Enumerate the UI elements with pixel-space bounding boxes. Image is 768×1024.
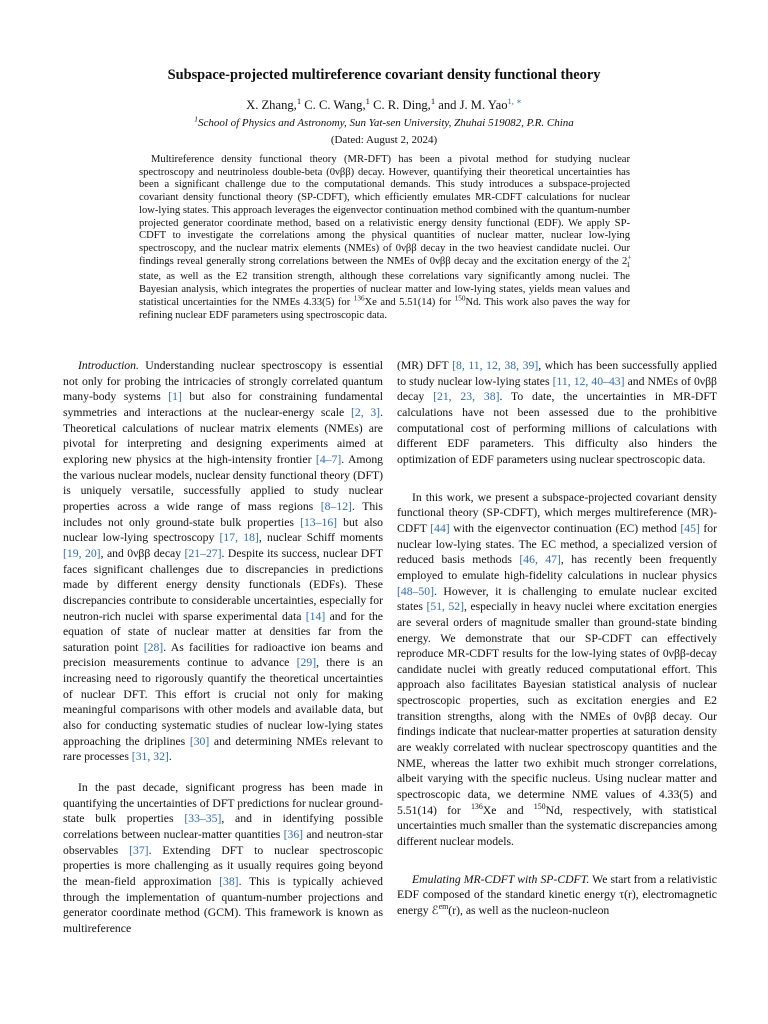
author-ding: C. R. Ding, [373, 98, 431, 112]
citation-link[interactable]: [21, 23, 38] [433, 390, 500, 404]
citation-link[interactable]: [17, 18] [219, 531, 259, 545]
body-paragraph [397, 358, 717, 468]
body-text: . Extending DFT to nuclear spectroscopic properties is more challenging as it usually requires going beyond the mean-field approximation [63, 843, 383, 888]
body-text: . This includes not only ground-state bulk properties [63, 499, 383, 529]
body-text: Understanding nuclear spectroscopy is essential not only for probing the intricacies of strongly correlated quantum many-body systems [63, 359, 383, 404]
body-text: . However, it is challenging to emulate nuclear excited states [397, 584, 717, 614]
body-paragraph [63, 780, 383, 937]
body-text: for nuclear low-lying states. The EC method, a specialized version of reduced basis methods [397, 521, 717, 567]
citation-link[interactable]: [4–7] [315, 452, 342, 466]
body-text: , especially in heavy nuclei where excitation energies are several orders of magnitude smaller than ground-state binding energy. We demonstrate that our SP-CDFT can effectively reproduce MR-CDFT results for the low-lying states of 0νββ-decay candidate nuclei with greatly reduced computational effort. This approach also facilitates Bayesian statistical analysis of nuclear spectroscopic properties, such as excitation energies and E2 transition strengths, along with the NMEs of 0νββ decay. Our findings indicate that nuclear-matter properties at saturation density are weakly correlated with nuclear spectroscopy quantities and the NME, whereas the latter two exhibit much stronger correlations, albeit varying with the specific nucleus. Using nuclear matter and spectroscopic data, we determine NME values of 4.33(5) and 5.51(14) for [397, 600, 717, 817]
body-text: . To date, the uncertainties in MR-DFT calculations have not been assessed due to the prohibitive computational cost of performing millions of calculations with different EDF parameters. This difficulty also hinders the optimization of EDF parameters using nuclear spectroscopic data. [397, 390, 717, 466]
body-text: , which has been successfully applied to study nuclear low-lying states [397, 359, 718, 388]
author-list [40, 97, 728, 113]
body-text: and determining NMEs relevant to rare processes [63, 734, 383, 764]
citation-link[interactable]: [2, 3] [350, 405, 381, 419]
citation-link[interactable]: [19, 20] [63, 546, 101, 560]
body-text: , nuclear Schiff moments [258, 531, 383, 545]
citation-link[interactable]: [48–50] [397, 584, 435, 598]
body-text: . [168, 750, 172, 764]
citation-link[interactable]: [46, 47] [519, 553, 561, 567]
isotope-mass: 150 [454, 294, 466, 303]
abstract [139, 154, 630, 322]
citation-link[interactable]: [11, 12, 40–43] [552, 374, 625, 388]
body-text: , and in identifying possible correlations between nuclear-matter quantities [63, 812, 384, 842]
affiliation [40, 116, 728, 130]
body-text: and for the equation of state of nuclear matter at densities far from the saturation point [63, 609, 383, 654]
abstract-paragraph [139, 154, 630, 322]
body-text: . This is typically achieved through the implementation of quantum-number projections and generator coordinate method (GCM). This framework is known as multireference [63, 875, 383, 935]
abstract-text: Multireference density functional theory (MR-DFT) has been a pivotal method for studying nuclear spectroscopy and neutrinoless double-beta (0νββ) decay. However, quantifying their theoretical uncertainties has been a significant challenge due to the computational demands. This study introduces a subspace-projected covariant density functional theory (SP-CDFT), which efficiently emulates MR-CDFT calculations for nuclear low-lying states. This approach leverages the eigenvector continuation method combined with the quantum-number projected generator coordinate method, based on a relativistic energy density functional (EDF). We apply SP-CDFT to investigate the correlations among the physical quantities of nuclear matter, nuclear low-lying spectroscopy, and the nuclear matrix elements (NMEs) of 0νββ decay in the two heaviest candidate nuclei. Our findings reveal generally strong correlations between the NMEs of 0νββ decay and the excitation energy of the 2 [139, 154, 630, 267]
intro-paragraph [63, 358, 383, 765]
section-heading-emulating: Emulating MR-CDFT with SP-CDFT. [412, 872, 590, 886]
body-text: and NMEs of 0νββ decay [397, 374, 717, 404]
body-text: . Among the various nuclear models, nuclear density functional theory (DFT) is uniquely versatile, successfully applied to study nuclear properties across a wide range of mass regions [63, 452, 384, 513]
citation-link[interactable]: [33–35] [184, 812, 222, 826]
citation-link[interactable]: [21–27] [184, 546, 222, 560]
section-heading-introduction: Introduction. [78, 359, 139, 372]
isotope-mass: 136 [353, 294, 365, 303]
citation-link[interactable]: [44] [430, 521, 450, 535]
citation-link[interactable]: [29] [296, 656, 317, 670]
body-paragraph [397, 490, 717, 850]
abstract-text: Xe and 5.51(14) for [364, 296, 455, 308]
body-text: In the past decade, significant progress has been made in quantifying the uncertainties of DFT predictions for nuclear ground-state bulk properties [63, 781, 383, 826]
state-subscript: 1 [626, 260, 630, 269]
affiliation-marker: 1 [365, 95, 370, 106]
citation-link[interactable]: [28] [143, 640, 164, 654]
isotope-mass: 136 [470, 801, 483, 811]
body-text: , has recently been frequently employed to emulate high-fidelity calculations in nuclear physics [397, 553, 717, 582]
citation-link[interactable]: [14] [305, 609, 326, 623]
paper-title: Subspace-projected multireference covariant density functional theory [167, 67, 601, 83]
body-text: but also for constraining fundamental symmetries and interactions at the nuclear-energy scale [63, 390, 383, 419]
abstract-text: state, as well as the E2 transition strength, although these correlations vary significantly among nuclei. The Bayesian analysis, which integrates the properties of nuclear matter and low-lying states, yields mean values and statistical uncertainties for the NMEs 4.33(5) for [139, 271, 630, 308]
body-text: . Theoretical calculations of nuclear matrix elements (NMEs) are pivotal for interpreting and designing experiments aimed at exploring new physics at the high-intensity frontier [63, 405, 383, 466]
dated-line: (Dated: August 2, 2024) [330, 134, 438, 146]
body-text: , there is an increasing need to rigorously quantify the theoretical uncertainties of nuclear DFT. This effort is crucial not only for making meaningful comparisons with other models and available data, but also for conducting systematic studies of nuclear low-lying states approaching the driplines [63, 656, 384, 748]
citation-link[interactable]: [37] [129, 843, 149, 857]
abstract-text: Nd. This work also paves the way for refining nuclear EDF parameters using spectroscopic data. [139, 296, 630, 321]
citation-link[interactable]: [1] [168, 390, 182, 404]
affiliation-marker: 1 [296, 95, 302, 106]
citation-link[interactable]: [36] [283, 828, 304, 842]
citation-link[interactable]: [8, 11, 12, 38, 39] [452, 359, 539, 372]
citation-link[interactable]: [45] [680, 521, 700, 535]
body-text: with the eigenvector continuation (EC) method [449, 521, 681, 535]
author-wang: C. C. Wang, [304, 98, 366, 112]
body-text: , and 0νββ decay [100, 546, 185, 560]
affiliation-marker: 1 [430, 95, 436, 106]
body-text: and neutron-star observables [63, 828, 383, 857]
citation-link[interactable]: [38] [219, 875, 239, 888]
left-column [63, 358, 383, 952]
body-text: . As facilities for radioactive ion beams and precision measurements continue to advance [63, 640, 383, 670]
body-text: Nd, respectively, with statistical uncertainties much smaller than the systematic discrepancies among different nuclear models. [397, 803, 717, 849]
citation-link[interactable]: [13–16] [300, 515, 338, 529]
body-text: In this work, we present a subspace-projected covariant density functional theory (SP-CDFT), which merges multireference (MR)-CDFT [397, 490, 717, 535]
state-superscript: + [627, 253, 632, 262]
body-text: (MR) DFT [397, 359, 453, 372]
em-superscript: em [438, 902, 449, 912]
author-yao: and J. M. Yao [438, 98, 508, 112]
citation-link[interactable]: [30] [189, 734, 210, 748]
citation-link[interactable]: [31, 32] [131, 750, 169, 764]
right-column [397, 358, 717, 934]
body-paragraph [397, 872, 717, 919]
author-zhang: X. Zhang, [246, 98, 297, 112]
body-text: Xe and [482, 803, 534, 817]
body-text: (r), as well as the nucleon-nucleon [448, 904, 610, 917]
body-text: but also nuclear low-lying spectroscopy [63, 515, 383, 545]
body-text: We start from a relativistic EDF composed of the standard kinetic energy τ(r), electromagnetic energy ℰ [397, 872, 717, 917]
affiliation-text: School of Physics and Astronomy, Sun Yat-sen University, Zhuhai 519082, P.R. China [197, 117, 574, 129]
citation-link[interactable]: [51, 52] [426, 600, 465, 614]
corresponding-author-marker[interactable]: 1, ∗ [507, 95, 522, 106]
body-text: . Despite its success, nuclear DFT faces significant challenges due to discrepancies in predictions made by different energy density functionals (EDFs). These discrepancies contribute to considerable uncertainties, especially for neutron-rich nuclei with sparse experimental data [63, 546, 383, 623]
isotope-mass: 150 [533, 801, 546, 811]
affiliation-number: 1 [194, 114, 198, 124]
citation-link[interactable]: [8–12] [320, 499, 352, 513]
